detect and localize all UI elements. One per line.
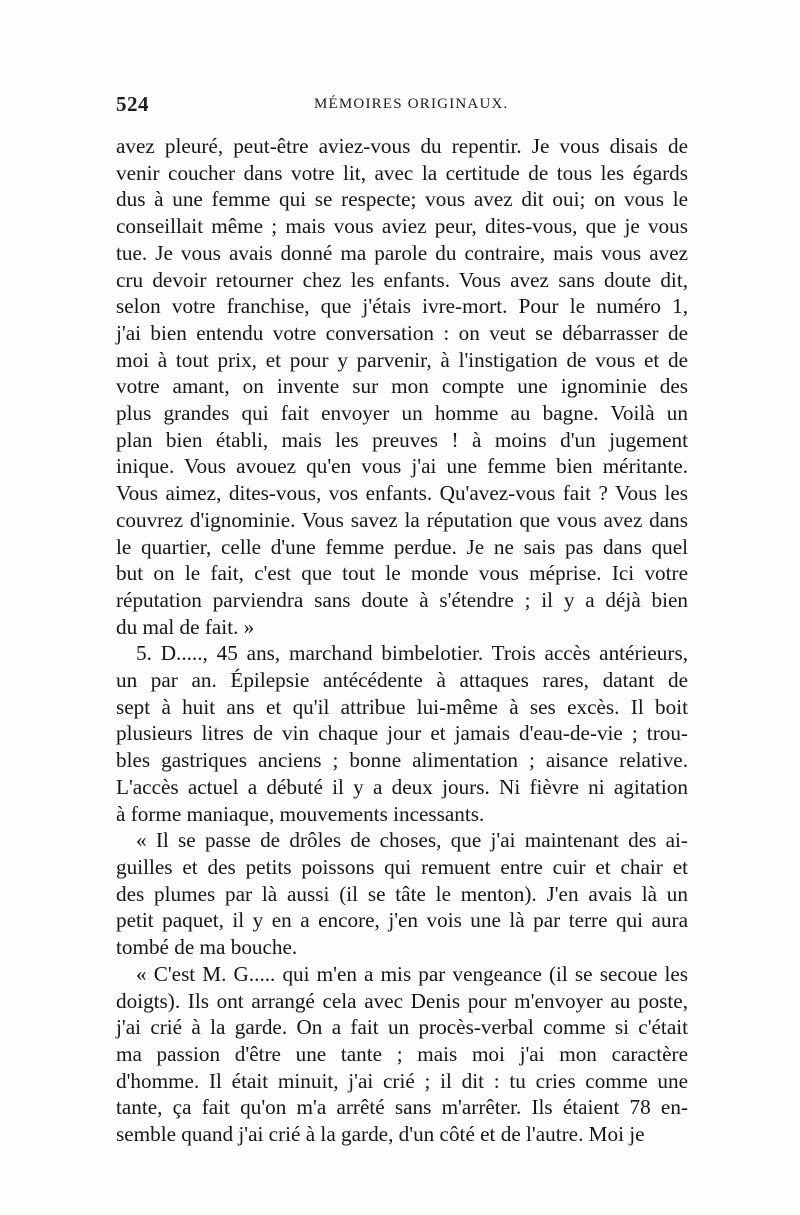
paragraph-p3 xyxy=(116,827,688,961)
paragraph-p4 xyxy=(116,961,688,1148)
paragraph-p2 xyxy=(116,640,688,827)
text-line: du mal de fait. » xyxy=(116,614,255,639)
running-title: MÉMOIRES ORIGINAUX. xyxy=(314,96,509,112)
body-text xyxy=(116,133,688,1148)
text-line: plus grandes qui fait envoyer un homme au bagne. Voilà un xyxy=(116,401,688,426)
text-line: d'homme. Il était minuit, j'ai crié ; il dit : tu cries comme une xyxy=(116,1068,688,1093)
page-header xyxy=(116,92,686,116)
text-line: le quartier, celle d'une femme perdue. Je ne sais pas dans quel xyxy=(116,534,688,559)
text-line: dus à une femme qui se respecte; vous avez dit oui; on vous le xyxy=(116,187,688,212)
text-line: j'ai crié à la garde. On a fait un procès-verbal comme si c'était xyxy=(116,1015,688,1040)
text-line: plusieurs litres de vin chaque jour et jamais d'eau-de-vie ; trou- xyxy=(116,721,688,746)
text-line: doigts). Ils ont arrangé cela avec Denis pour m'envoyer au poste, xyxy=(116,988,688,1013)
text-line: venir coucher dans votre lit, avec la certitude de tous les égards xyxy=(116,160,688,185)
text-line: tue. Je vous avais donné ma parole du contraire, mais vous avez xyxy=(116,240,688,265)
text-line: moi à tout prix, et pour y parvenir, à l'instigation de vous et de xyxy=(116,347,688,372)
text-line: à forme maniaque, mouvements incessants. xyxy=(116,801,485,826)
paragraph-p1 xyxy=(116,133,688,640)
text-line: tombé de ma bouche. xyxy=(116,935,298,960)
text-line: votre amant, on invente sur mon compte une ignominie des xyxy=(116,374,688,399)
text-line: conseillait même ; mais vous aviez peur, dites-vous, que je vous xyxy=(116,214,688,239)
text-line: petit paquet, il y en a encore, j'en vois une là par terre qui aura xyxy=(116,908,688,933)
text-line: « C'est M. G..... qui m'en a mis par vengeance (il se secoue les xyxy=(136,961,688,986)
text-line: 5. D....., 45 ans, marchand bimbelotier. Trois accès antérieurs, xyxy=(136,641,688,666)
text-line: ma passion d'être une tante ; mais moi j'ai mon caractère xyxy=(116,1041,688,1066)
text-line: bles gastriques anciens ; bonne alimentation ; aisance relative. xyxy=(116,748,688,773)
text-line: selon votre franchise, que j'étais ivre-mort. Pour le numéro 1, xyxy=(116,294,688,319)
text-line: des plumes par là aussi (il se tâte le menton). J'en avais là un xyxy=(116,881,688,906)
text-line: avez pleuré, peut-être aviez-vous du repentir. Je vous disais de xyxy=(116,134,688,158)
text-line: inique. Vous avouez qu'en vous j'ai une femme bien méritante. xyxy=(116,454,688,479)
text-line: sept à huit ans et qu'il attribue lui-même à ses excès. Il boit xyxy=(116,694,688,719)
text-line: réputation parviendra sans doute à s'étendre ; il y a déjà bien xyxy=(116,587,688,612)
text-line: Vous aimez, dites-vous, vos enfants. Qu'avez-vous fait ? Vous les xyxy=(116,481,688,506)
text-line: tante, ça fait qu'on m'a arrêté sans m'arrêter. Ils étaient 78 en- xyxy=(116,1095,688,1120)
text-line: couvrez d'ignominie. Vous savez la réputation que vous avez dans xyxy=(116,507,688,532)
text-line: cru devoir retourner chez les enfants. Vous avez sans doute dit, xyxy=(116,267,688,292)
text-line: « Il se passe de drôles de choses, que j'ai maintenant des ai- xyxy=(136,828,688,853)
text-line: un par an. Épilepsie antécédente à attaques rares, datant de xyxy=(116,668,688,693)
text-line: guilles et des petits poissons qui remuent entre cuir et chair et xyxy=(116,854,688,879)
text-line: semble quand j'ai crié à la garde, d'un côté et de l'autre. Moi je xyxy=(116,1122,645,1147)
text-line: L'accès actuel a débuté il y a deux jours. Ni fièvre ni agitation xyxy=(116,774,688,799)
page-number: 524 xyxy=(116,92,149,116)
text-line: but on le fait, c'est que tout le monde vous méprise. Ici votre xyxy=(116,561,688,586)
text-line: plan bien établi, mais les preuves ! à moins d'un jugement xyxy=(116,427,688,452)
text-line: j'ai bien entendu votre conversation : on veut se débarrasser de xyxy=(116,320,688,345)
